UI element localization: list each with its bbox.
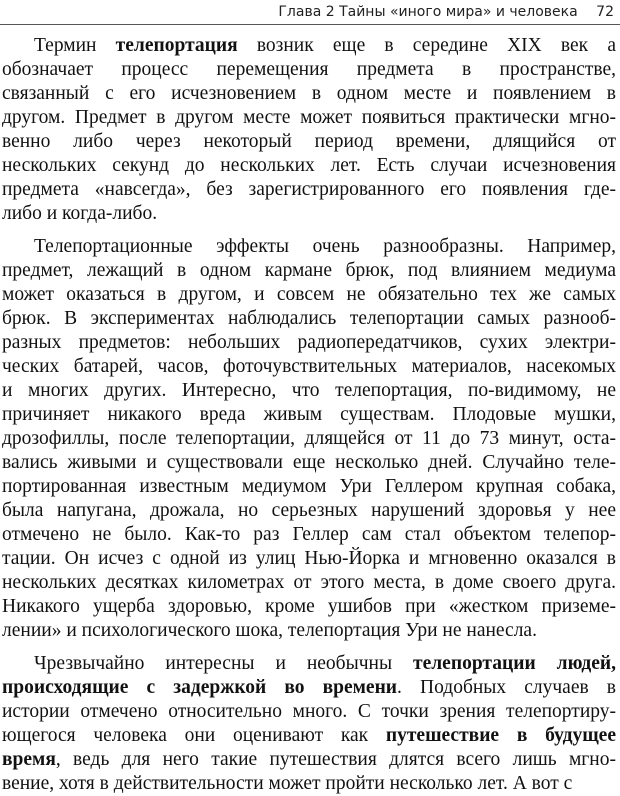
paragraph	[2, 235, 616, 643]
text-segment: вение, хотя в действительности может пройти несколько лет. А вот с	[2, 773, 573, 794]
text-segment: ющегося человека они оценивают как	[2, 725, 386, 746]
text-line	[2, 772, 616, 796]
text-segment: портированная известным медиумом Ури Геллером крупная собака,	[2, 476, 616, 497]
text-segment: и многих других. Интересно, что телепортация, по-видимому, не	[2, 380, 616, 401]
text-segment: вались живыми и существовали еще несколько дней. Случайно теле-	[2, 452, 616, 473]
bold-term: телепортация	[115, 35, 238, 56]
text-segment: Никакого ущерба здоровью, кроме ушибов при «жестком приземе-	[2, 596, 616, 617]
text-segment: нескольких секунд до нескольких лет. Есть случаи исчезновения	[2, 155, 616, 176]
text-segment: разных предметов: небольших радиопередатчиков, сухих электри-	[2, 332, 616, 353]
text-segment: обозначает процесс перемещения предмета в пространстве,	[2, 59, 616, 80]
chapter-title: Глава 2 Тайны «иного мира» и человека	[278, 4, 578, 20]
text-segment: ческих батарей, часов, фоточувствительных материалов, насекомых	[2, 356, 616, 377]
text-line	[2, 154, 616, 178]
text-line	[2, 676, 616, 700]
text-line	[2, 403, 616, 427]
text-line	[2, 178, 616, 202]
text-segment: может оказаться в другом, и совсем не обязательно тех же самых	[2, 284, 616, 305]
text-line	[2, 652, 616, 676]
text-line	[2, 283, 616, 307]
text-segment: Телепортационные эффекты очень разнообразны. Например,	[34, 236, 616, 257]
text-line	[2, 307, 616, 331]
text-segment: предмет, лежащий в одном кармане брюк, под влиянием медиума	[2, 260, 616, 281]
text-segment: венно либо через некоторый период времени, длящийся от	[2, 131, 616, 152]
text-line	[2, 331, 616, 355]
text-line	[2, 259, 616, 283]
text-segment: . Подобных случаев в	[397, 677, 616, 698]
text-segment: связанный с его исчезновением в одном месте и появлением в	[2, 83, 616, 104]
text-segment: брюк. В экспериментах наблюдались телепортации самых разнооб-	[2, 308, 616, 329]
text-segment: была напугана, дрожала, но серьезных нарушений здоровья у нее	[2, 500, 616, 521]
text-segment: , ведь для него такие путешествия длятся всего лишь мгно-	[55, 749, 616, 770]
text-line	[2, 475, 616, 499]
text-line	[2, 523, 616, 547]
text-line	[2, 724, 616, 748]
bold-term: время	[2, 749, 56, 770]
text-segment: тации. Он исчез с одной из улиц Нью-Йорка и мгновенно оказался в	[2, 548, 616, 569]
header-rule	[0, 24, 620, 25]
paragraph	[2, 34, 616, 226]
text-line	[2, 82, 616, 106]
page-number: 72	[596, 4, 614, 20]
bold-term: происходящие с задержкой во времени	[2, 677, 398, 698]
text-line	[2, 58, 616, 82]
text-line	[2, 106, 616, 130]
text-line	[2, 355, 616, 379]
text-line	[2, 202, 616, 226]
text-line	[2, 379, 616, 403]
text-segment: причиняет никакого вреда живым существам. Плодовые мушки,	[2, 404, 616, 425]
text-line	[2, 748, 616, 772]
text-line	[2, 451, 616, 475]
body-text	[2, 34, 616, 796]
bold-term: путешествие в будущее	[385, 725, 616, 746]
text-segment: возник еще в середине XIX век а	[237, 35, 616, 56]
bold-term: телепортации людей,	[413, 653, 616, 674]
text-line	[2, 499, 616, 523]
text-segment: нескольких десятках километрах от этого места, в доме своего друга.	[2, 572, 616, 593]
text-line	[2, 130, 616, 154]
text-line	[2, 235, 616, 259]
text-segment: Чрезвычайно интересны и необычны	[34, 653, 413, 674]
text-segment: Термин	[34, 35, 116, 56]
text-segment: дрозофиллы, после телепортации, длящейся от 11 до 73 минут, оста-	[2, 428, 616, 449]
text-line	[2, 595, 616, 619]
text-line	[2, 427, 616, 451]
text-segment: другом. Предмет в другом месте может появиться практически мгно-	[2, 107, 616, 128]
paragraph	[2, 652, 616, 796]
text-line	[2, 619, 616, 643]
text-segment: истории отмечено относительно много. С точки зрения телепортиру-	[2, 701, 616, 722]
running-header	[0, 4, 614, 20]
text-segment: отмечено не было. Как-то раз Геллер сам стал объектом телепор-	[2, 524, 616, 545]
text-line	[2, 700, 616, 724]
text-segment: лении» и психологического шока, телепортация Ури не нанесла.	[2, 620, 537, 641]
text-line	[2, 34, 616, 58]
text-line	[2, 571, 616, 595]
text-segment: предмета «навсегда», без зарегистрированного его появления где-	[2, 179, 616, 200]
text-segment: либо и когда-либо.	[2, 203, 158, 224]
text-line	[2, 547, 616, 571]
